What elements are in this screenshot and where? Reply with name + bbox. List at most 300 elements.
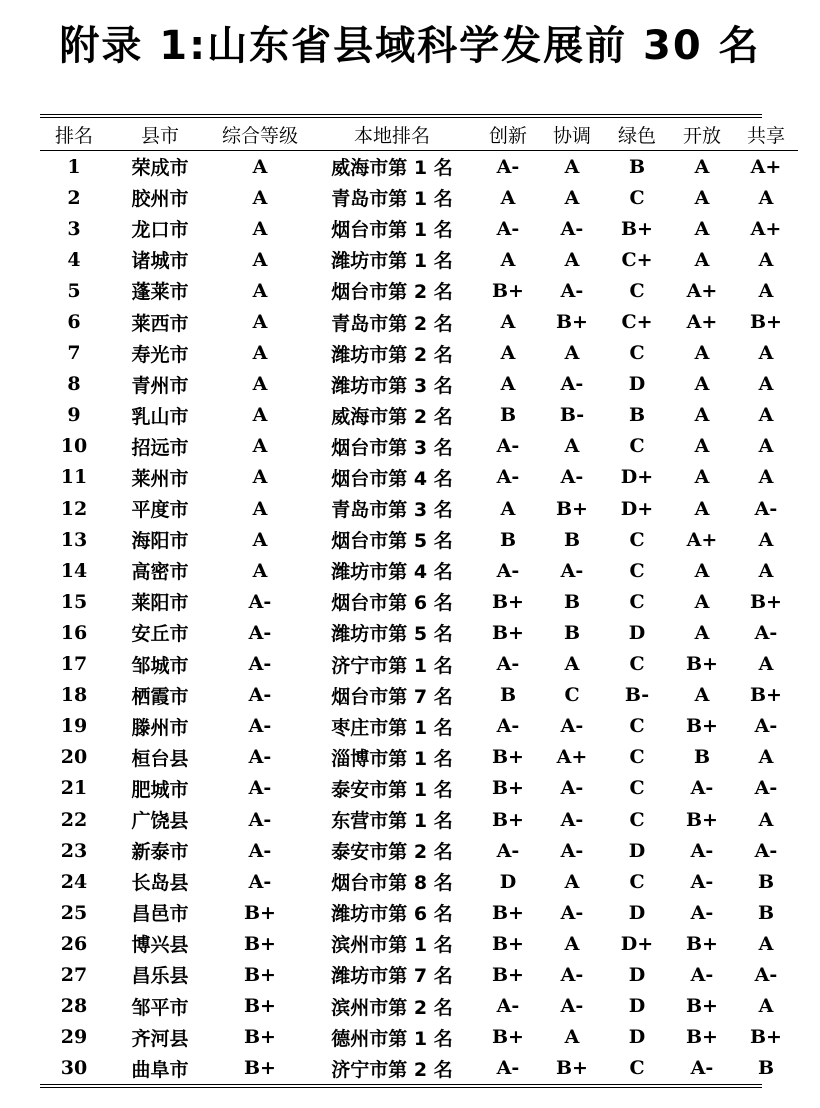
table-row: [40, 151, 798, 183]
cell-green: C: [629, 342, 645, 365]
cell-openness: B+: [686, 715, 718, 738]
cell-innovation: B+: [492, 777, 524, 800]
cell-sharing: A: [758, 279, 774, 302]
cell-green: D: [628, 1026, 646, 1049]
cell-local-rank: 烟台市第 8 名: [331, 872, 453, 895]
cell-openness: A: [694, 466, 710, 489]
cell-county: 滕州市: [131, 716, 189, 739]
cell-local-rank: 淄博市第 1 名: [331, 747, 453, 770]
ranking-table: [40, 118, 798, 1084]
cell-innovation: B+: [492, 621, 524, 644]
cell-local-rank: 烟台市第 6 名: [331, 592, 453, 615]
cell-coordination: A: [564, 870, 580, 893]
cell-rank: 5: [67, 279, 81, 302]
cell-sharing: A: [758, 466, 774, 489]
cell-coordination: A-: [560, 217, 584, 240]
cell-green: C: [629, 590, 645, 613]
cell-green: C: [629, 715, 645, 738]
table-row: [40, 959, 798, 990]
cell-county: 平度市: [131, 499, 189, 522]
table-row: [40, 742, 798, 773]
cell-local-rank: 潍坊市第 3 名: [331, 374, 453, 397]
cell-rank: 27: [60, 963, 88, 986]
cell-sharing: A-: [754, 777, 778, 800]
cell-openness: A: [694, 217, 710, 240]
cell-openness: A+: [686, 528, 718, 551]
cell-overall-grade: A: [252, 466, 268, 489]
cell-openness: A-: [690, 777, 714, 800]
cell-county: 招远市: [131, 436, 189, 459]
header-row: [40, 118, 798, 151]
cell-sharing: B: [757, 870, 775, 893]
cell-sharing: B: [757, 901, 775, 924]
cell-sharing: A+: [750, 217, 782, 240]
cell-innovation: A: [500, 373, 516, 396]
cell-rank: 1: [67, 155, 81, 178]
cell-rank: 18: [60, 684, 88, 707]
cell-overall-grade: A-: [248, 653, 272, 676]
cell-sharing: A: [758, 186, 774, 209]
cell-coordination: A+: [556, 746, 588, 769]
cell-county: 高密市: [131, 561, 189, 584]
cell-coordination: A: [564, 342, 580, 365]
table-row: [40, 400, 798, 431]
cell-overall-grade: A: [252, 373, 268, 396]
cell-green: D: [628, 373, 646, 396]
table-body: [40, 151, 798, 1084]
cell-sharing: B+: [750, 590, 782, 613]
cell-innovation: B+: [492, 1026, 524, 1049]
cell-openness: A-: [690, 870, 714, 893]
cell-rank: 29: [60, 1026, 88, 1049]
cell-green: C: [629, 653, 645, 676]
table-row: [40, 866, 798, 897]
cell-sharing: B+: [750, 1026, 782, 1049]
cell-rank: 4: [67, 248, 81, 271]
cell-county: 桓台县: [131, 747, 189, 770]
cell-openness: A: [694, 404, 710, 427]
cell-overall-grade: A: [252, 435, 268, 458]
cell-sharing: A: [758, 995, 774, 1018]
cell-local-rank: 烟台市第 7 名: [331, 685, 453, 708]
table-row: [40, 804, 798, 835]
cell-local-rank: 青岛市第 3 名: [331, 499, 453, 522]
cell-innovation: B+: [492, 746, 524, 769]
table-row: [40, 928, 798, 959]
cell-innovation: B: [499, 528, 517, 551]
cell-innovation: B+: [492, 901, 524, 924]
cell-sharing: A: [758, 404, 774, 427]
cell-overall-grade: A-: [248, 777, 272, 800]
cell-coordination: B: [563, 621, 581, 644]
cell-openness: A+: [686, 279, 718, 302]
cell-innovation: B: [499, 684, 517, 707]
cell-green: C: [629, 528, 645, 551]
table-row: [40, 338, 798, 369]
cell-rank: 30: [60, 1057, 88, 1080]
cell-local-rank: 德州市第 1 名: [331, 1027, 453, 1050]
cell-local-rank: 烟台市第 3 名: [331, 436, 453, 459]
cell-green: C: [629, 279, 645, 302]
cell-local-rank: 滨州市第 2 名: [331, 996, 453, 1019]
cell-county: 昌邑市: [131, 903, 189, 926]
cell-coordination: A: [564, 248, 580, 271]
table-row: [40, 649, 798, 680]
cell-coordination: A: [564, 653, 580, 676]
cell-rank: 22: [60, 808, 88, 831]
cell-sharing: A: [758, 559, 774, 582]
cell-county: 长岛县: [131, 872, 189, 895]
cell-rank: 25: [60, 901, 88, 924]
table-row: [40, 431, 798, 462]
cell-coordination: A-: [560, 715, 584, 738]
header-rank: 排名: [54, 124, 93, 147]
cell-rank: 14: [60, 559, 88, 582]
header-sharing: 共享: [746, 124, 785, 147]
cell-coordination: B+: [556, 497, 588, 520]
cell-green: C: [629, 777, 645, 800]
cell-innovation: A: [500, 248, 516, 271]
cell-overall-grade: B+: [244, 995, 276, 1018]
cell-openness: A: [694, 590, 710, 613]
cell-openness: A: [694, 373, 710, 396]
cell-coordination: B-: [559, 404, 585, 427]
cell-rank: 12: [60, 497, 88, 520]
cell-innovation: A: [500, 311, 516, 334]
cell-overall-grade: A-: [248, 746, 272, 769]
table-row: [40, 462, 798, 493]
cell-overall-grade: A: [252, 311, 268, 334]
cell-sharing: A-: [754, 497, 778, 520]
cell-openness: B+: [686, 1026, 718, 1049]
cell-overall-grade: B+: [244, 932, 276, 955]
cell-county: 乳山市: [131, 405, 189, 428]
cell-innovation: A-: [496, 217, 520, 240]
cell-county: 新泰市: [131, 841, 189, 864]
cell-overall-grade: A-: [248, 715, 272, 738]
cell-overall-grade: A-: [248, 590, 272, 613]
cell-rank: 10: [60, 435, 88, 458]
cell-rank: 28: [60, 995, 88, 1018]
cell-innovation: B: [499, 404, 517, 427]
cell-openness: A: [694, 186, 710, 209]
cell-green: B+: [621, 217, 653, 240]
cell-county: 莱西市: [131, 312, 189, 335]
cell-rank: 3: [67, 217, 81, 240]
cell-county: 胶州市: [131, 188, 189, 211]
cell-local-rank: 威海市第 2 名: [331, 405, 453, 428]
cell-green: C: [629, 559, 645, 582]
cell-innovation: A: [500, 497, 516, 520]
cell-innovation: B+: [492, 279, 524, 302]
cell-county: 邹平市: [131, 996, 189, 1019]
cell-county: 蓬莱市: [131, 281, 189, 304]
ranking-table-container: [40, 114, 785, 1088]
cell-green: B: [628, 155, 646, 178]
cell-green: C+: [621, 248, 653, 271]
cell-innovation: A-: [496, 1057, 520, 1080]
cell-rank: 15: [60, 590, 88, 613]
cell-innovation: A-: [496, 559, 520, 582]
cell-overall-grade: A: [252, 559, 268, 582]
cell-sharing: A: [758, 435, 774, 458]
cell-local-rank: 济宁市第 1 名: [331, 654, 453, 677]
cell-innovation: B+: [492, 932, 524, 955]
cell-overall-grade: A: [252, 528, 268, 551]
cell-green: C: [629, 808, 645, 831]
cell-coordination: B: [563, 590, 581, 613]
cell-green: C: [629, 746, 645, 769]
cell-innovation: D: [499, 870, 517, 893]
cell-overall-grade: B+: [244, 901, 276, 924]
cell-overall-grade: B+: [244, 963, 276, 986]
cell-openness: A: [694, 248, 710, 271]
table-row: [40, 835, 798, 866]
table-row: [40, 182, 798, 213]
cell-openness: A: [694, 684, 710, 707]
cell-green: C: [629, 186, 645, 209]
table-row: [40, 586, 798, 617]
cell-overall-grade: A-: [248, 621, 272, 644]
cell-sharing: A: [758, 248, 774, 271]
bottom-rule: [40, 1084, 762, 1088]
cell-overall-grade: A: [252, 217, 268, 240]
cell-sharing: A: [758, 373, 774, 396]
cell-sharing: A: [758, 746, 774, 769]
table-row: [40, 213, 798, 244]
cell-sharing: A-: [754, 715, 778, 738]
cell-openness: B+: [686, 653, 718, 676]
table-row: [40, 244, 798, 275]
cell-local-rank: 泰安市第 2 名: [331, 841, 453, 864]
cell-sharing: A: [758, 528, 774, 551]
cell-overall-grade: A: [252, 404, 268, 427]
cell-innovation: B+: [492, 808, 524, 831]
table-row: [40, 991, 798, 1022]
cell-overall-grade: A: [252, 248, 268, 271]
cell-coordination: A: [564, 155, 580, 178]
cell-openness: B: [693, 746, 711, 769]
cell-rank: 2: [67, 186, 81, 209]
cell-sharing: A: [758, 653, 774, 676]
header-coordination: 协调: [552, 124, 591, 147]
header-green: 绿色: [617, 124, 656, 147]
table-row: [40, 524, 798, 555]
cell-rank: 21: [60, 777, 88, 800]
cell-local-rank: 济宁市第 2 名: [331, 1058, 453, 1081]
cell-openness: A-: [690, 963, 714, 986]
cell-innovation: A-: [496, 653, 520, 676]
cell-innovation: A-: [496, 466, 520, 489]
cell-innovation: A-: [496, 435, 520, 458]
cell-local-rank: 潍坊市第 6 名: [331, 903, 453, 926]
cell-coordination: A-: [560, 373, 584, 396]
cell-rank: 16: [60, 621, 88, 644]
cell-green: C: [629, 1057, 645, 1080]
cell-coordination: A-: [560, 559, 584, 582]
cell-sharing: A-: [754, 963, 778, 986]
cell-local-rank: 青岛市第 2 名: [331, 312, 453, 335]
cell-green: D: [628, 901, 646, 924]
cell-county: 博兴县: [131, 934, 189, 957]
cell-openness: A: [694, 497, 710, 520]
cell-coordination: A-: [560, 995, 584, 1018]
cell-rank: 11: [60, 466, 88, 489]
cell-county: 寿光市: [131, 343, 189, 366]
cell-county: 昌乐县: [131, 965, 189, 988]
cell-green: D+: [620, 497, 654, 520]
cell-county: 莱州市: [131, 467, 189, 490]
cell-local-rank: 滨州市第 1 名: [331, 934, 453, 957]
cell-coordination: A-: [560, 963, 584, 986]
cell-innovation: B+: [492, 590, 524, 613]
cell-green: C+: [621, 311, 653, 334]
cell-rank: 13: [60, 528, 88, 551]
cell-openness: A-: [690, 839, 714, 862]
cell-county: 诸城市: [131, 250, 189, 273]
cell-openness: A+: [686, 311, 718, 334]
cell-county: 栖霞市: [131, 685, 189, 708]
cell-coordination: B: [563, 528, 581, 551]
cell-sharing: A: [758, 342, 774, 365]
cell-rank: 17: [60, 653, 88, 676]
cell-overall-grade: A: [252, 186, 268, 209]
header-innovation: 创新: [488, 124, 527, 147]
cell-rank: 20: [60, 746, 88, 769]
cell-overall-grade: A-: [248, 839, 272, 862]
cell-openness: B+: [686, 995, 718, 1018]
cell-local-rank: 烟台市第 4 名: [331, 467, 453, 490]
cell-overall-grade: A-: [248, 684, 272, 707]
cell-local-rank: 潍坊市第 4 名: [331, 561, 453, 584]
cell-openness: A: [694, 342, 710, 365]
cell-county: 广饶县: [131, 810, 189, 833]
cell-openness: A: [694, 155, 710, 178]
cell-coordination: B+: [556, 311, 588, 334]
cell-coordination: B+: [556, 1057, 588, 1080]
cell-overall-grade: A-: [248, 870, 272, 893]
cell-local-rank: 烟台市第 1 名: [331, 219, 453, 242]
cell-rank: 6: [67, 311, 81, 334]
table-row: [40, 555, 798, 586]
cell-county: 海阳市: [131, 530, 189, 553]
cell-coordination: A-: [560, 901, 584, 924]
cell-local-rank: 东营市第 1 名: [331, 810, 453, 833]
cell-innovation: A-: [496, 155, 520, 178]
cell-green: D+: [620, 466, 654, 489]
cell-openness: A-: [690, 1057, 714, 1080]
table-row: [40, 711, 798, 742]
cell-green: D: [628, 963, 646, 986]
table-row: [40, 275, 798, 306]
cell-local-rank: 潍坊市第 2 名: [331, 343, 453, 366]
cell-county: 青州市: [131, 374, 189, 397]
table-row: [40, 369, 798, 400]
table-row: [40, 897, 798, 928]
page-title: 附录 1:山东省县域科学发展前 30 名: [59, 23, 761, 69]
cell-local-rank: 青岛市第 1 名: [331, 188, 453, 211]
cell-green: D: [628, 621, 646, 644]
table-row: [40, 617, 798, 648]
cell-county: 曲阜市: [131, 1058, 189, 1081]
cell-green: B-: [624, 684, 650, 707]
table-row: [40, 680, 798, 711]
cell-sharing: A-: [754, 839, 778, 862]
cell-rank: 8: [67, 373, 81, 396]
cell-sharing: A: [758, 808, 774, 831]
cell-rank: 23: [60, 839, 88, 862]
cell-county: 龙口市: [131, 219, 189, 242]
cell-county: 邹城市: [131, 654, 189, 677]
cell-county: 肥城市: [131, 778, 189, 801]
cell-sharing: B: [757, 1057, 775, 1080]
cell-overall-grade: A: [252, 279, 268, 302]
cell-innovation: A-: [496, 995, 520, 1018]
cell-local-rank: 烟台市第 5 名: [331, 530, 453, 553]
cell-rank: 19: [60, 715, 88, 738]
cell-sharing: B+: [750, 684, 782, 707]
cell-innovation: A-: [496, 715, 520, 738]
table-row: [40, 306, 798, 337]
cell-openness: B+: [686, 808, 718, 831]
cell-green: D: [628, 839, 646, 862]
cell-innovation: A-: [496, 839, 520, 862]
table-row: [40, 493, 798, 524]
cell-coordination: A-: [560, 777, 584, 800]
cell-innovation: A: [500, 342, 516, 365]
header-local-rank: 本地排名: [353, 124, 430, 147]
cell-sharing: A+: [750, 155, 782, 178]
cell-coordination: A: [564, 435, 580, 458]
cell-local-rank: 威海市第 1 名: [331, 157, 453, 180]
header-county: 县市: [140, 124, 179, 147]
cell-sharing: A: [758, 932, 774, 955]
cell-sharing: B+: [750, 311, 782, 334]
cell-local-rank: 潍坊市第 7 名: [331, 965, 453, 988]
cell-sharing: A-: [754, 621, 778, 644]
cell-county: 齐河县: [131, 1027, 189, 1050]
cell-local-rank: 泰安市第 1 名: [331, 778, 453, 801]
table-row: [40, 773, 798, 804]
cell-innovation: A: [500, 186, 516, 209]
cell-overall-grade: A: [252, 155, 268, 178]
cell-overall-grade: A-: [248, 808, 272, 831]
cell-coordination: A: [564, 1026, 580, 1049]
cell-coordination: A-: [560, 808, 584, 831]
header-openness: 开放: [682, 124, 721, 147]
cell-green: C: [629, 435, 645, 458]
cell-openness: B+: [686, 932, 718, 955]
cell-green: D: [628, 995, 646, 1018]
cell-innovation: B+: [492, 963, 524, 986]
cell-local-rank: 潍坊市第 5 名: [331, 623, 453, 646]
cell-coordination: A: [564, 186, 580, 209]
cell-local-rank: 枣庄市第 1 名: [331, 716, 453, 739]
cell-green: C: [629, 870, 645, 893]
cell-overall-grade: A: [252, 497, 268, 520]
cell-coordination: C: [564, 684, 580, 707]
cell-local-rank: 潍坊市第 1 名: [331, 250, 453, 273]
table-row: [40, 1022, 798, 1053]
cell-openness: A-: [690, 901, 714, 924]
cell-county: 安丘市: [131, 623, 189, 646]
table-row: [40, 1053, 798, 1084]
cell-overall-grade: B+: [244, 1026, 276, 1049]
cell-coordination: A: [564, 932, 580, 955]
cell-county: 荣成市: [131, 157, 189, 180]
cell-rank: 24: [60, 870, 88, 893]
cell-local-rank: 烟台市第 2 名: [331, 281, 453, 304]
